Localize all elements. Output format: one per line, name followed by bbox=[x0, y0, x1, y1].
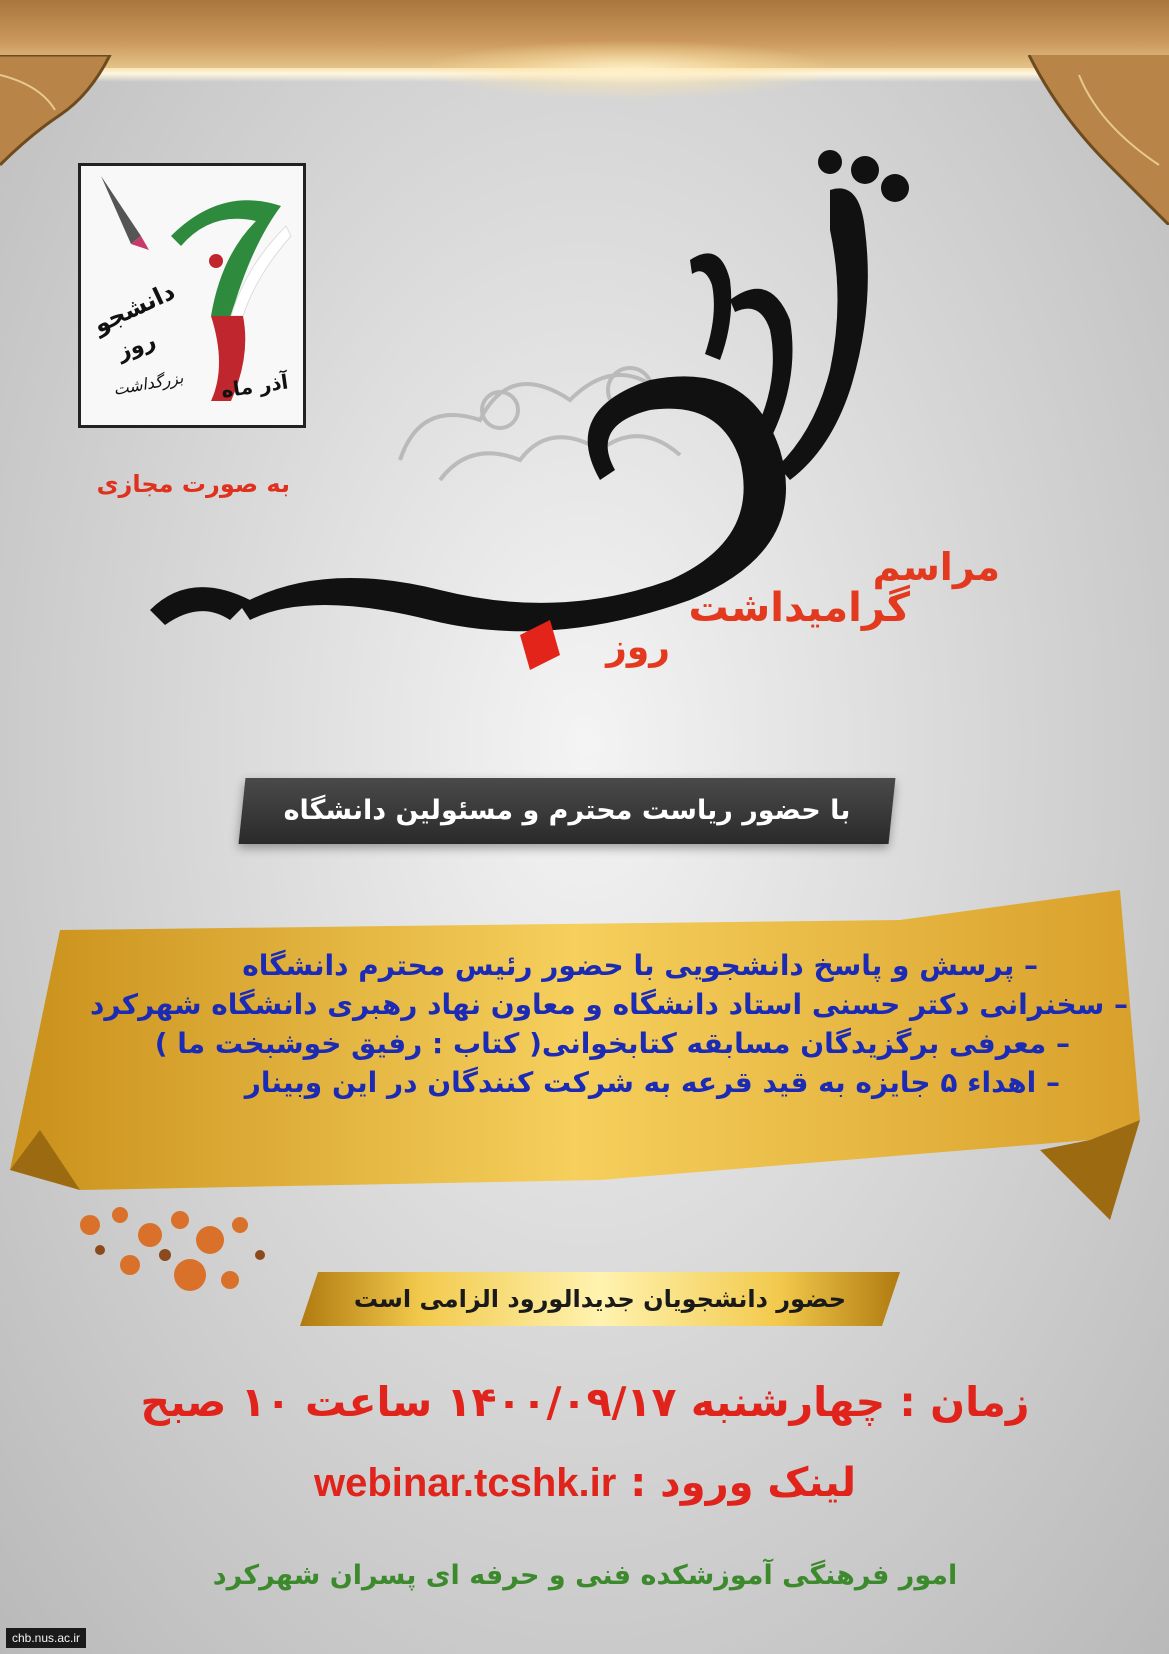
event-link-line bbox=[60, 1460, 1110, 1506]
right-corner-ornament bbox=[1019, 55, 1169, 225]
link-label: لینک ورود : bbox=[630, 1460, 857, 1506]
calligraphy-text: دانشجو bbox=[130, 150, 134, 151]
logo-caption: بزرگداشت bbox=[111, 368, 185, 399]
autumn-flowers-decoration bbox=[30, 1185, 290, 1305]
organizer-credit: امور فرهنگی آموزشکده فنی و حرفه ای پسران شهرکرد bbox=[212, 1560, 958, 1591]
program-list bbox=[38, 946, 1128, 1102]
ceremony-line-3: روز bbox=[606, 627, 670, 668]
event-time: زمان : چهارشنبه ۱۴۰۰/۰۹/۱۷ ساعت ۱۰ صبح bbox=[140, 1378, 1030, 1426]
source-watermark: chb.nus.ac.ir bbox=[6, 1628, 86, 1648]
logo-text-line1: روز bbox=[113, 328, 160, 365]
virtual-note: به صورت مجازی bbox=[96, 470, 290, 498]
ceremony-line-1: مراسم bbox=[872, 545, 1000, 589]
webinar-link[interactable]: webinar.tcshk.ir bbox=[313, 1461, 617, 1505]
program-item: – اهداء ۵ جایزه به قید قرعه به شرکت کنندگان در این وبینار bbox=[244, 1066, 1060, 1099]
attendance-banner: با حضور ریاست محترم و مسئولین دانشگاه bbox=[283, 795, 851, 826]
program-item: – معرفی برگزیدگان مسابقه کتابخوانی( کتاب : رفیق خوشبخت ما ) bbox=[154, 1027, 1070, 1060]
logo-text-line2: دانشجو bbox=[89, 277, 180, 339]
left-corner-ornament bbox=[0, 55, 120, 175]
program-item: – پرسش و پاسخ دانشجویی با حضور رئیس محترم دانشگاه bbox=[242, 949, 1038, 982]
logo-month: آذر ماه bbox=[219, 369, 290, 403]
mandatory-attendance-notice: حضور دانشجویان جدیدالورود الزامی است bbox=[353, 1285, 847, 1313]
light-glow bbox=[420, 40, 840, 100]
ceremony-title bbox=[606, 545, 1000, 668]
program-item: – سخنرانی دکتر حسنی استاد دانشگاه و معاون نهاد رهبری دانشگاه شهرکرد bbox=[90, 988, 1128, 1021]
ceremony-line-2: گرامیداشت bbox=[688, 585, 910, 631]
